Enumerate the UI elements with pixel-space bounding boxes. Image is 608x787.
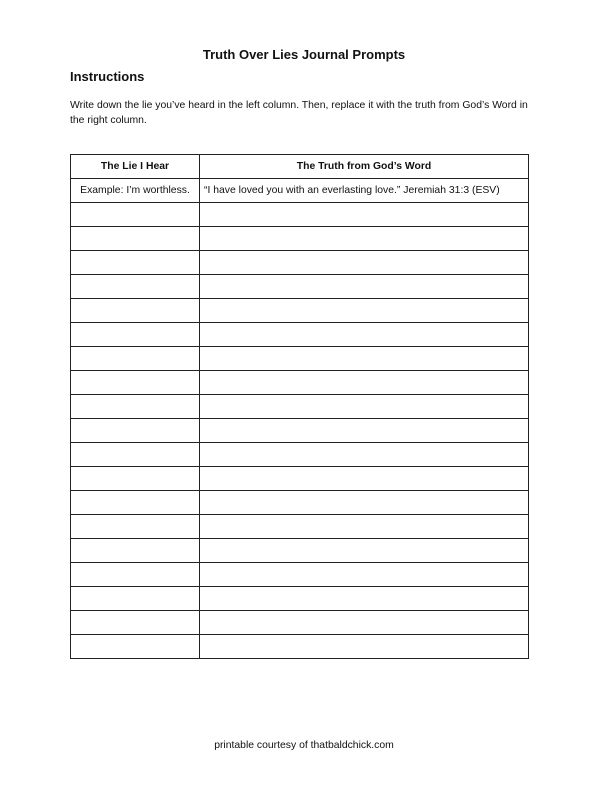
lie-entry-cell[interactable]	[71, 371, 200, 395]
table-row	[71, 515, 529, 539]
truth-entry-cell[interactable]	[200, 563, 529, 587]
truth-entry-cell[interactable]	[200, 371, 529, 395]
lie-entry-cell[interactable]	[71, 323, 200, 347]
lie-entry-cell[interactable]	[71, 467, 200, 491]
lie-entry-cell[interactable]	[71, 563, 200, 587]
example-row	[71, 179, 529, 203]
lie-entry-cell[interactable]	[71, 395, 200, 419]
lie-entry-cell[interactable]	[71, 491, 200, 515]
truth-entry-cell[interactable]	[200, 491, 529, 515]
truth-entry-cell[interactable]	[200, 443, 529, 467]
table-row	[71, 251, 529, 275]
table-row	[71, 395, 529, 419]
lie-entry-cell[interactable]	[71, 299, 200, 323]
truth-entry-cell[interactable]	[200, 515, 529, 539]
lie-column-header: The Lie I Hear	[71, 155, 200, 179]
truth-entry-cell[interactable]	[200, 419, 529, 443]
table-row	[71, 203, 529, 227]
table-row	[71, 323, 529, 347]
truth-column-header: The Truth from God’s Word	[200, 155, 529, 179]
table-row	[71, 371, 529, 395]
table-row	[71, 467, 529, 491]
truth-entry-cell[interactable]	[200, 587, 529, 611]
truth-entry-cell[interactable]	[200, 611, 529, 635]
lie-entry-cell[interactable]	[71, 347, 200, 371]
truth-entry-cell[interactable]	[200, 203, 529, 227]
lie-entry-cell[interactable]	[71, 611, 200, 635]
truth-entry-cell[interactable]	[200, 347, 529, 371]
truth-entry-cell[interactable]	[200, 539, 529, 563]
table-row	[71, 227, 529, 251]
lie-entry-cell[interactable]	[71, 539, 200, 563]
table-row	[71, 299, 529, 323]
page-title: Truth Over Lies Journal Prompts	[202, 47, 406, 62]
truth-entry-cell[interactable]	[200, 467, 529, 491]
table-header-row	[71, 155, 529, 179]
truth-entry-cell[interactable]	[200, 323, 529, 347]
truth-entry-cell[interactable]	[200, 227, 529, 251]
truth-entry-cell[interactable]	[200, 395, 529, 419]
lie-entry-cell[interactable]	[71, 227, 200, 251]
lie-entry-cell[interactable]	[71, 419, 200, 443]
lie-entry-cell[interactable]	[71, 515, 200, 539]
table-row	[71, 611, 529, 635]
lie-entry-cell[interactable]	[71, 203, 200, 227]
truth-entry-cell[interactable]	[200, 299, 529, 323]
lie-entry-cell[interactable]	[71, 443, 200, 467]
table-row	[71, 563, 529, 587]
example-truth-cell: “I have loved you with an everlasting love.” Jeremiah 31:3 (ESV)	[200, 179, 529, 203]
table-row	[71, 275, 529, 299]
footer-credit: printable courtesy of thatbaldchick.com	[214, 740, 394, 751]
instructions-heading: Instructions	[70, 69, 145, 84]
table-row	[71, 635, 529, 659]
table-row	[71, 347, 529, 371]
lie-entry-cell[interactable]	[71, 251, 200, 275]
table-row	[71, 419, 529, 443]
table-row	[71, 539, 529, 563]
table-row	[71, 587, 529, 611]
truth-entry-cell[interactable]	[200, 251, 529, 275]
lie-entry-cell[interactable]	[71, 275, 200, 299]
example-lie-cell: Example: I’m worthless.	[71, 179, 200, 203]
table-row	[71, 443, 529, 467]
truth-entry-cell[interactable]	[200, 635, 529, 659]
table-row	[71, 491, 529, 515]
lie-entry-cell[interactable]	[71, 587, 200, 611]
instructions-text: Write down the lie you’ve heard in the left column. Then, replace it with the truth from God’s Word in the right column.	[70, 100, 528, 126]
journal-table	[70, 154, 529, 659]
lie-entry-cell[interactable]	[71, 635, 200, 659]
truth-entry-cell[interactable]	[200, 275, 529, 299]
